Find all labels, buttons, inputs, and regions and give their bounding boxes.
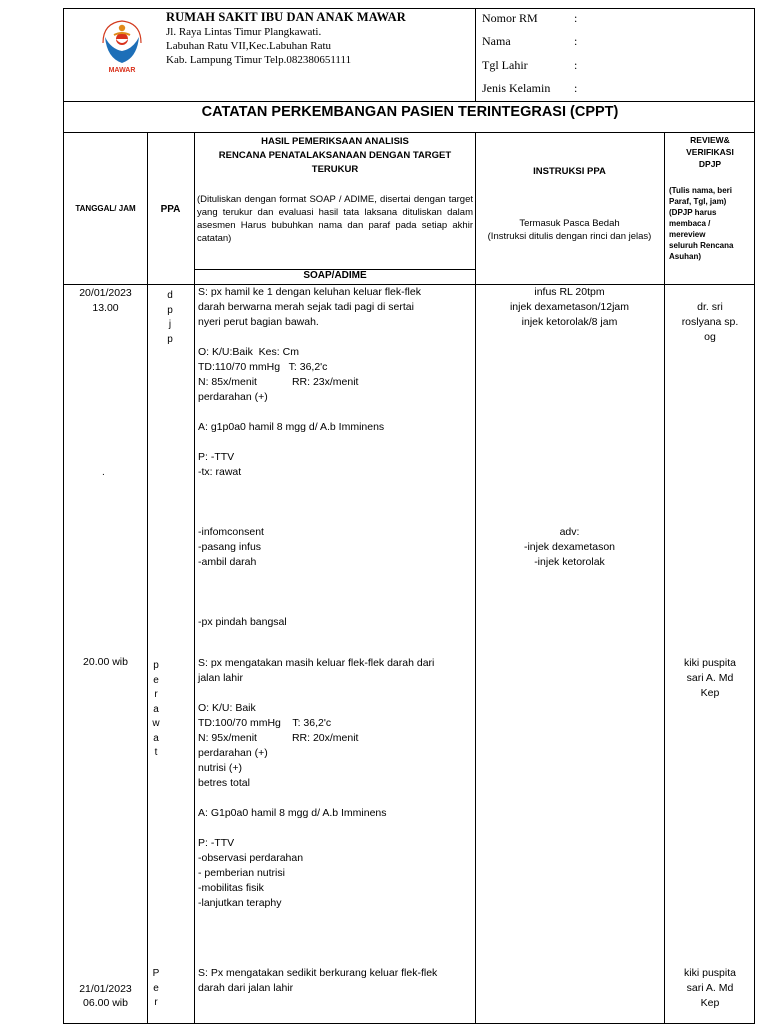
entry-1-ppa-letter: p	[167, 304, 173, 316]
entry-1-ppa	[163, 289, 177, 347]
entry-2-ppa-letter: r	[154, 689, 158, 700]
col-divider-3	[475, 132, 476, 1024]
hospital-phone: Kab. Lampung Timur Telp.082380651111	[166, 54, 352, 66]
entry-1-review: dr. sri roslyana sp. og	[681, 301, 739, 343]
header-instruction-desc-2: (Instruksi ditulis dengan rinci dan jelas)	[487, 231, 652, 242]
review-desc-3: (DPJP harus	[669, 208, 717, 217]
header-result-line-2: RENCANA PENATALAKSANAAN DENGAN TARGET	[218, 150, 452, 161]
entry-1-ppa-letter: j	[168, 319, 172, 330]
label-nomor-rm: Nomor RM	[482, 11, 538, 25]
review-desc-1: (Tulis nama, beri	[669, 186, 732, 195]
header-ppa: PPA	[160, 204, 181, 215]
colon-jenis-kelamin: :	[574, 81, 578, 95]
entry-2-ppa-letter: t	[154, 747, 158, 758]
cppt-form	[63, 8, 755, 1024]
mother-child-icon	[97, 13, 147, 75]
header-soap: SOAP/ADIME	[303, 270, 367, 281]
header-review-desc	[669, 185, 733, 262]
col-divider-4	[664, 132, 665, 1024]
entry-3-ppa-letter: r	[154, 997, 158, 1008]
divider-patient-box	[475, 9, 476, 101]
divider-title	[64, 132, 755, 133]
header-result-description: (Dituliskan dengan format SOAP / ADIME, disertai dengan target yang terukur dan evaluasi hasil tata laksana dituliskan dalam asesmen Harus bubuhkan nama dan paraf pada setiap akhir catatan)	[197, 194, 473, 244]
hospital-name: RUMAH SAKIT IBU DAN ANAK MAWAR	[166, 10, 406, 24]
label-jenis-kelamin: Jenis Kelamin	[482, 81, 551, 95]
entry-1-time-value: 13.00	[92, 302, 119, 314]
entry-2-date: 20.00 wib	[83, 656, 128, 668]
entry-3-ppa-letter: e	[153, 982, 159, 994]
review-desc-5: mereview	[669, 230, 706, 239]
header-date: TANGGAL/ JAM	[75, 204, 136, 213]
entry-3-time-value: 06.00 wib	[83, 997, 128, 1009]
entry-1-instruction: infus RL 20tpm injek dexametason/12jam injek ketorolak/8 jam adv: -injek dexametason -injek ketorolak	[509, 286, 630, 568]
col-divider-2	[194, 132, 195, 1024]
col-divider-1	[147, 132, 148, 1024]
header-review-2: VERIFIKASI	[686, 147, 734, 157]
review-desc-2: Paraf, Tgl, jam)	[669, 197, 727, 206]
colon-tgl-lahir: :	[574, 58, 578, 72]
entry-3-review: kiki puspita sari A. Md Kep	[684, 967, 736, 1009]
hospital-logo	[97, 13, 147, 75]
entry-3-ppa	[149, 967, 163, 1011]
entry-2-review: kiki puspita sari A. Md Kep	[684, 657, 736, 699]
entry-3-date-value: 21/01/2023	[79, 983, 132, 995]
entry-1-marker: .	[102, 467, 105, 478]
colon-nama: :	[574, 34, 578, 48]
entry-1-ppa-letter: p	[167, 333, 173, 345]
label-nama: Nama	[482, 34, 511, 48]
entry-2-ppa-letter: a	[153, 703, 159, 715]
review-desc-7: Asuhan)	[669, 252, 701, 261]
label-tgl-lahir: Tgl Lahir	[482, 58, 528, 72]
entry-1-ppa-letter: d	[167, 290, 173, 301]
header-review-3: DPJP	[698, 159, 722, 169]
entry-2-ppa-letter: e	[153, 674, 159, 686]
colon-rm: :	[574, 11, 578, 25]
review-desc-6: seluruh Rencana	[669, 241, 734, 250]
header-result-line-1: HASIL PEMERIKSAAN ANALISIS	[261, 136, 409, 147]
entry-2-ppa-letter: w	[152, 718, 160, 729]
logo-caption: MAWAR	[108, 67, 136, 74]
entry-2-ppa-letter: p	[153, 660, 159, 671]
entry-2-soap: S: px mengatakan masih keluar flek-flek darah dari jalan lahir O: K/U: Baik TD:100/70 mmHg T: 36,2'c N: 95x/menit RR: 20x/menit perdarahan (+) nutrisi (+) betres total A: G1p0a0 hamil 8 mgg d/ A.b Imminens P: -TTV -observasi perdarahan - pemberian nutrisi -mobilitas fisik -lanjutkan teraphy	[198, 657, 435, 909]
divider-header	[64, 101, 755, 102]
header-instruction-desc-1: Termasuk Pasca Bedah	[519, 218, 620, 229]
entry-1-soap: S: px hamil ke 1 dengan keluhan keluar flek-flek darah berwarna merah sejak tadi pagi di sertai nyeri perut bagian bawah. O: K/U:Baik Kes: Cm TD:110/70 mmHg T: 36,2'c N: 85x/menit RR: 23x/menit perdarahan (+) A: g1p0a0 hamil 8 mgg d/ A.b Imminens P: -TTV -tx: rawat -infomconsent -pasang infus -ambil darah -px pindah bangsal	[198, 286, 421, 628]
entry-1-date-value: 20/01/2023	[79, 287, 132, 299]
entry-3-ppa-letter: P	[152, 968, 160, 979]
header-instruction: INSTRUKSI PPA	[533, 166, 606, 177]
entry-3-date	[64, 982, 147, 1010]
entry-3-soap: S: Px mengatakan sedikit berkurang keluar flek-flek darah dari jalan lahir	[198, 967, 438, 994]
entry-1-date	[64, 286, 147, 316]
review-desc-4: membaca /	[669, 219, 711, 228]
form-title: CATATAN PERKEMBANGAN PASIEN TERINTEGRASI (CPPT)	[201, 104, 619, 120]
hospital-address-2: Labuhan Ratu VII,Kec.Labuhan Ratu	[166, 40, 332, 52]
hospital-address-1: Jl. Raya Lintas Timur Plangkawati.	[166, 26, 322, 38]
header-result-line-3: TERUKUR	[311, 164, 359, 175]
header-review-1: REVIEW&	[690, 135, 730, 145]
entry-2-ppa	[149, 659, 163, 761]
entry-2-ppa-letter: a	[153, 732, 159, 744]
